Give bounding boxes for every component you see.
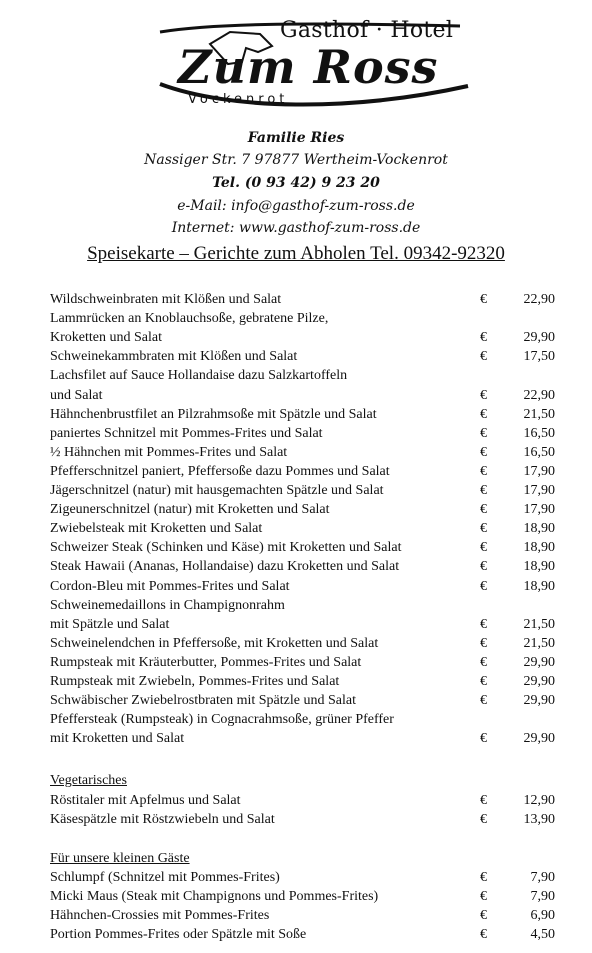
currency-symbol: € bbox=[480, 521, 487, 537]
email: e-Mail: info@gasthof-zum-ross.de bbox=[177, 198, 415, 214]
currency-symbol: € bbox=[480, 889, 487, 904]
menu-item-name: Schweizer Steak (Schinken und Käse) mit Kroketten und Salat bbox=[50, 540, 402, 556]
menu-item-line bbox=[50, 463, 555, 481]
menu-item-line bbox=[50, 520, 555, 538]
currency-symbol: € bbox=[480, 330, 487, 346]
currency-symbol: € bbox=[480, 349, 487, 365]
currency-symbol: € bbox=[480, 292, 487, 307]
menu-item-name: mit Kroketten und Salat bbox=[50, 731, 185, 747]
currency-symbol: € bbox=[480, 483, 487, 498]
menu-item-line bbox=[50, 792, 555, 810]
menu-item-price: 7,90 bbox=[530, 870, 555, 885]
menu-item-price: 12,90 bbox=[523, 793, 555, 808]
menu-item-line bbox=[50, 692, 555, 710]
menu-item-price: 22,90 bbox=[523, 292, 555, 307]
menu-item-line bbox=[50, 482, 555, 500]
menu-item-line bbox=[50, 348, 555, 366]
menu-item-line bbox=[50, 673, 555, 691]
logo bbox=[150, 14, 470, 114]
address: Nassiger Str. 7 97877 Wertheim-Vockenrot bbox=[144, 152, 448, 168]
menu-item-price: 18,90 bbox=[523, 521, 555, 537]
currency-symbol: € bbox=[480, 693, 487, 709]
menu-item-line bbox=[50, 444, 555, 462]
section-title-vegetarian: Vegetarisches bbox=[50, 773, 127, 788]
currency-symbol: € bbox=[480, 654, 487, 670]
menu-item-name: Pfefferschnitzel paniert, Pfeffersoße dazu Pommes und Salat bbox=[50, 463, 390, 479]
currency-symbol: € bbox=[480, 870, 487, 885]
menu-item-name: Rumpsteak mit Kräuterbutter, Pommes-Frites und Salat bbox=[50, 654, 362, 670]
currency-symbol: € bbox=[480, 811, 487, 827]
menu-item-price: 29,90 bbox=[523, 654, 555, 670]
menu-item-price: 21,50 bbox=[523, 616, 555, 632]
menu-item-name: Rumpsteak mit Zwiebeln, Pommes-Frites und Salat bbox=[50, 674, 340, 689]
menu-item-price: 7,90 bbox=[530, 889, 555, 904]
menu-item-name: Schlumpf (Schnitzel mit Pommes-Frites) bbox=[50, 870, 280, 885]
menu-item-price: 29,90 bbox=[523, 693, 555, 709]
menu-item-name: Lachsfilet auf Sauce Hollandaise dazu Salzkartoffeln bbox=[50, 368, 348, 384]
menu-item-line bbox=[50, 539, 555, 557]
menu-item-name: ½ Hähnchen mit Pommes-Frites und Salat bbox=[50, 444, 288, 460]
menu-item-name: Schweinelendchen in Pfeffersoße, mit Kroketten und Salat bbox=[50, 635, 379, 651]
menu-item-name: Zigeunerschnitzel (natur) mit Kroketten und Salat bbox=[50, 502, 330, 518]
menu-item-name: Cordon-Bleu mit Pommes-Frites und Salat bbox=[50, 578, 290, 594]
menu-item-name: Jägerschnitzel (natur) mit hausgemachten Spätzle und Salat bbox=[50, 483, 384, 498]
currency-symbol: € bbox=[480, 927, 487, 942]
menu-item-line bbox=[50, 888, 555, 906]
currency-symbol: € bbox=[480, 444, 487, 460]
menu-item-line bbox=[50, 425, 555, 443]
currency-symbol: € bbox=[480, 635, 487, 651]
currency-symbol: € bbox=[480, 559, 487, 575]
phone: Tel. (0 93 42) 9 23 20 bbox=[212, 175, 380, 191]
menu-item-name: Zwiebelsteak mit Kroketten und Salat bbox=[50, 521, 263, 537]
menu-item-price: 29,90 bbox=[523, 330, 555, 346]
menu-item-name: Lammrücken an Knoblauchsoße, gebratene Pilze, bbox=[50, 311, 329, 327]
menu-item-line bbox=[50, 310, 555, 328]
menu-item-line bbox=[50, 291, 555, 309]
menu-item-line bbox=[50, 387, 555, 405]
menu-item-price: 18,90 bbox=[523, 559, 555, 575]
menu-item-line bbox=[50, 558, 555, 576]
menu-item-line bbox=[50, 907, 555, 925]
menu-item-line bbox=[50, 711, 555, 729]
menu-item-price: 4,50 bbox=[530, 927, 555, 942]
logo-sub-text: Vockenrot bbox=[188, 92, 289, 107]
currency-symbol: € bbox=[480, 425, 487, 441]
currency-symbol: € bbox=[480, 463, 487, 479]
menu-item-price: 6,90 bbox=[530, 908, 555, 923]
currency-symbol: € bbox=[480, 502, 487, 518]
menu-item-line bbox=[50, 367, 555, 385]
currency-symbol: € bbox=[480, 616, 487, 632]
menu-item-line bbox=[50, 635, 555, 653]
menu-item-name: Schweinekammbraten mit Klößen und Salat bbox=[50, 349, 298, 365]
menu-item-name: Wildschweinbraten mit Klößen und Salat bbox=[50, 292, 282, 307]
currency-symbol: € bbox=[480, 540, 487, 556]
logo-top-text: Gasthof · Hotel bbox=[280, 18, 454, 43]
menu-item-line bbox=[50, 501, 555, 519]
menu-item-price: 21,50 bbox=[523, 406, 555, 422]
currency-symbol: € bbox=[480, 406, 487, 422]
menu-item-price: 17,90 bbox=[523, 483, 555, 498]
menu-item-line bbox=[50, 329, 555, 347]
currency-symbol: € bbox=[480, 908, 487, 923]
menu-item-line bbox=[50, 578, 555, 596]
menu-item-name: Schwäbischer Zwiebelrostbraten mit Spätzle und Salat bbox=[50, 693, 356, 709]
currency-symbol: € bbox=[480, 674, 487, 689]
menu-item-name: Micki Maus (Steak mit Champignons und Pommes-Frites) bbox=[50, 889, 379, 904]
menu-item-name: Kroketten und Salat bbox=[50, 330, 162, 346]
family-name: Familie Ries bbox=[247, 130, 345, 146]
menu-item-name: Schweinemedaillons in Champignonrahm bbox=[50, 597, 285, 613]
menu-item-name: mit Spätzle und Salat bbox=[50, 616, 170, 632]
menu-item-price: 16,50 bbox=[523, 425, 555, 441]
section-title-kids: Für unsere kleinen Gäste bbox=[50, 851, 190, 866]
menu-item-line bbox=[50, 926, 555, 944]
menu-item-name: Steak Hawaii (Ananas, Hollandaise) dazu Kroketten und Salat bbox=[50, 559, 400, 575]
menu-item-line bbox=[50, 869, 555, 887]
menu-item-name: Hähnchenbrustfilet an Pilzrahmsoße mit Spätzle und Salat bbox=[50, 406, 377, 422]
menu-item-line bbox=[50, 406, 555, 424]
logo-main-text: Zum Ross bbox=[178, 40, 439, 94]
menu-item-price: 21,50 bbox=[523, 635, 555, 651]
menu-item-line bbox=[50, 616, 555, 634]
menu-item-name: Röstitaler mit Apfelmus und Salat bbox=[50, 793, 241, 808]
menu-item-name: und Salat bbox=[50, 387, 103, 403]
menu-item-line bbox=[50, 597, 555, 615]
menu-item-name: Pfeffersteak (Rumpsteak) in Cognacrahmsoße, grüner Pfeffer bbox=[50, 712, 394, 728]
currency-symbol: € bbox=[480, 793, 487, 808]
currency-symbol: € bbox=[480, 387, 487, 403]
menu-item-price: 29,90 bbox=[523, 731, 555, 747]
menu-item-line bbox=[50, 730, 555, 748]
currency-symbol: € bbox=[480, 578, 487, 594]
page-title: Speisekarte – Gerichte zum Abholen Tel. 09342-92320 bbox=[87, 243, 505, 264]
menu-item-price: 13,90 bbox=[523, 811, 555, 827]
menu-item-price: 17,90 bbox=[523, 502, 555, 518]
menu-item-name: Hähnchen-Crossies mit Pommes-Frites bbox=[50, 908, 270, 923]
currency-symbol: € bbox=[480, 731, 487, 747]
menu-item-name: paniertes Schnitzel mit Pommes-Frites und Salat bbox=[50, 425, 323, 441]
menu-item-price: 18,90 bbox=[523, 578, 555, 594]
menu-item-name: Käsespätzle mit Röstzwiebeln und Salat bbox=[50, 811, 275, 827]
menu-item-price: 18,90 bbox=[523, 540, 555, 556]
menu-item-line bbox=[50, 811, 555, 829]
menu-item-price: 17,50 bbox=[523, 349, 555, 365]
menu-item-price: 16,50 bbox=[523, 444, 555, 460]
menu-item-line bbox=[50, 654, 555, 672]
menu-item-price: 29,90 bbox=[523, 674, 555, 689]
menu-item-price: 17,90 bbox=[523, 463, 555, 479]
website: Internet: www.gasthof-zum-ross.de bbox=[171, 220, 421, 236]
menu-item-price: 22,90 bbox=[523, 387, 555, 403]
menu-item-name: Portion Pommes-Frites oder Spätzle mit Soße bbox=[50, 927, 307, 942]
